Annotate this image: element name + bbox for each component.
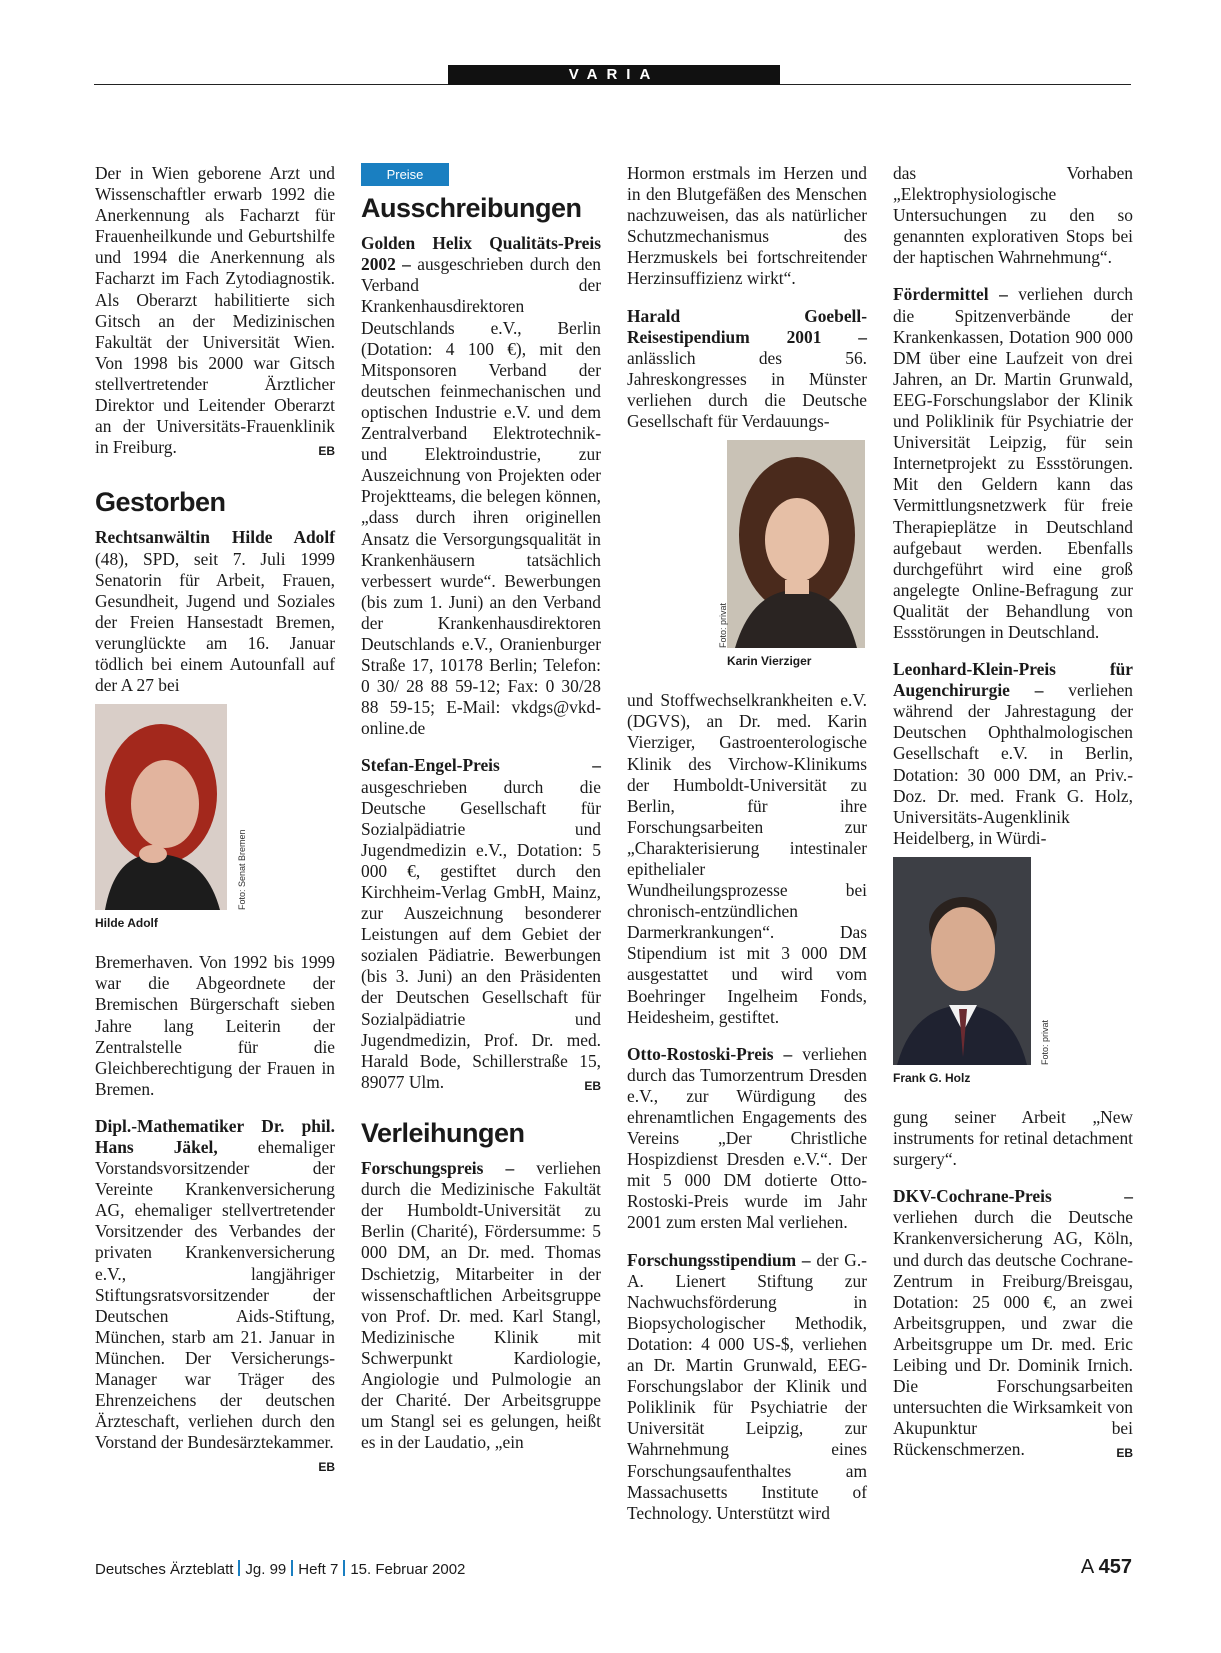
obituary-paragraph: Rechtsanwältin Hilde Adolf (48), SPD, seit 7. Juli 1999 Senatorin für Arbeit, Frauen, Gesundheit, Jugend und Soziales der Freien Hansestadt Bremen, verunglückte am 16. Januar tödlich bei einem Autounfall auf der A 27 bei xyxy=(95,527,335,696)
award-paragraph: Golden Helix Qualitäts-Preis 2002 – ausgeschrieben durch den Verband der Krankenhausdirektoren Deutschlands e.V., Berlin (Dotation: 4 100 €), mit den Mitsponsoren Verband der deutschen feinmechanischen und optischen Industrie e.V. und dem Zentralverband Elektrotechnik- und Elektroindustrie, zur Auszeichnung von Projekten oder Projektteams, die belegen können, „dass durch ihren originellen Ansatz die Versorgungsqualität in Krankenhäusern tatsächlich verbessert wurde“. Bewerbungen (bis zum 1. Juni) an den Verband der Krankenhausdirektoren Deutschlands e.V., Oranienburger Straße 17, 10178 Berlin; Telefon: 0 30/ 28 88 59-12; Fax: 0 30/28 88 59-15; E-Mail: vkdgs@vkd-online.de xyxy=(361,233,601,739)
award-paragraph: Harald Goebell-Reisestipendium 2001 – anlässlich des 56. Jahreskongresses in Münster verliehen durch die Deutsche Gesellschaft für Verdauungs- xyxy=(627,305,867,432)
column-2 xyxy=(361,163,601,1469)
heading-gestorben: Gestorben xyxy=(95,487,226,518)
obituary-paragraph: Dipl.-Mathematiker Dr. phil. Hans Jäkel, ehemaliger Vorstandsvorsitzender der Vereinte Krankenversicherung AG, ehemaliger stellvertretender Vorsitzender des Verbandes der privaten Krankenversicherung e.V., langjähriger Stiftungsratsvorsitzender der Deutschen Aids-Stiftung, München, starb am 21. Januar in München. Der Versicherungs-Manager war Träger des Ehrenzeichens der deutschen Ärzteschaft, verliehen durch den Vorstand der Bundesärztekammer. EB xyxy=(95,1116,335,1454)
award-paragraph: Leonhard-Klein-Preis für Augenchirurgie – verliehen während der Jahrestagung der Deutschen Ophthalmologischen Gesellschaft e.V. in Berlin, Dotation: 30 000 DM, an Priv.-Doz. Dr. med. Frank G. Holz, Universitäts-Augenklinik Heidelberg, in Würdi- xyxy=(893,659,1133,848)
portrait-photo xyxy=(893,857,1031,1065)
award-paragraph: Otto-Rostoski-Preis – verliehen durch das Tumorzentrum Dresden e.V., zur Würdigung des ehrenamtlichen Engagements des Vereins „Der Christliche Hospizdienst Dresden e.V.“. Der mit 5 000 DM dotierte Otto-Rostoski-Preis wurde im Jahr 2001 zum ersten Mal verliehen. xyxy=(627,1043,867,1233)
award-paragraph: und Stoffwechselkrankheiten e.V. (DGVS), an Dr. med. Karin Vierziger, Gastroenterologische Klinik des Virchow-Klinikums der Humboldt-Universität zu Berlin, für ihre Forschungsarbeiten zur „Charakterisierung intestinaler epithelialer Wundheilungsprozesse bei chronisch-entzündlichen Darmerkrankungen“. Das Stipendium ist mit 3 000 DM ausgestattet und wird vom Boehringer Ingelheim Fonds, Heidesheim, gestiftet. xyxy=(627,690,867,1027)
photo-credit: Foto: Senat Bremen xyxy=(237,829,247,911)
photo-caption: Hilde Adolf xyxy=(95,916,158,931)
section-label: VARIA xyxy=(448,65,780,85)
award-paragraph: das Vorhaben „Elektrophysiologische Untersuchungen zu den so genannten explorativen Stops bei der haptischen Wahrnehmung“. xyxy=(893,163,1133,268)
photo-credit: Foto: privat xyxy=(1040,1019,1050,1065)
author-signature: EB xyxy=(584,1078,601,1093)
category-tag: Preise xyxy=(361,163,449,186)
author-signature: EB xyxy=(318,444,335,459)
footer-divider xyxy=(343,1560,345,1576)
journal-name: Deutsches Ärzteblatt xyxy=(95,1561,234,1578)
author-signature: EB xyxy=(318,1460,335,1475)
heading-verleihungen: Verleihungen xyxy=(361,1117,525,1148)
award-paragraph: Fördermittel – verliehen durch die Spitzenverbände der Krankenkassen, Dotation 900 000 DM über eine Laufzeit von drei Jahren, an Dr. Martin Grunwald, EEG-Forschungslabor der Klinik und Poliklinik für Psychiatrie der Universität Leipzig, für sein Internetprojekt zu Essstörungen. Mit den Geldern kann das Vermittlungsnetzwerk für freie Therapieplätze in Deutschland aufgebaut werden. Ebenfalls durchgeführt wird eine groß angelegte Online-Befragung zur Qualität der Behandlung von Essstörungen in Deutschland. xyxy=(893,284,1133,642)
journal-date: 15. Februar 2002 xyxy=(350,1561,466,1578)
page-number-value: 457 xyxy=(1098,1556,1132,1578)
portrait-photo xyxy=(95,704,227,910)
award-paragraph: Hormon erstmals im Herzen und in den Blutgefäßen des Menschen nachzuweisen, das als natürlicher Schutzmechanismus des Herzmuskels bei fortschreitender Herzinsuffizienz wirkt“. xyxy=(627,163,867,289)
portrait-photo xyxy=(727,440,865,648)
page-prefix: A xyxy=(1080,1556,1094,1578)
photo-caption: Frank G. Holz xyxy=(893,1070,971,1085)
photo-caption: Karin Vierziger xyxy=(727,654,812,669)
portrait-hilde-adolf xyxy=(95,704,335,934)
page-footer xyxy=(95,1556,1132,1586)
footer-divider xyxy=(291,1560,293,1576)
column-1 xyxy=(95,163,335,1479)
page-number xyxy=(1081,1556,1132,1579)
article-paragraph: Der in Wien geborene Arzt und Wissenschaftler erwarb 1992 die Anerkennung als Facharzt für Frauenheilkunde und Geburtshilfe und 1994 die Anerkennung als Facharzt im Fach Zytodiagnostik. Als Oberarzt habilitierte sich Gitsch an der Medizinischen Fakultät der Universität Wien. Von 1998 bis 2000 war Gitsch stellvertretender Ärztlicher Direktor und Leitender Oberarzt an der Universitäts-Frauenklinik in Freiburg. EB xyxy=(95,163,335,458)
award-paragraph: Forschungsstipendium – der G.-A. Lienert Stiftung zur Nachwuchsförderung in Biopsychologischer Methodik, Dotation: 4 000 US-$, verliehen an Dr. Martin Grunwald, EEG-Forschungslabor der Klinik und Poliklinik für Psychiatrie der Universität Leipzig, zur Wahrnehmung eines Forschungsaufenthaltes am Massachusetts Institute of Technology. Unterstützt wird xyxy=(627,1249,867,1523)
portrait-karin-vierziger xyxy=(718,440,867,672)
column-3 xyxy=(627,163,867,1540)
photo-credit: Foto: privat xyxy=(718,603,728,649)
journal-volume: Jg. 99 xyxy=(245,1561,287,1578)
column-4 xyxy=(893,163,1133,1477)
portrait-illustration xyxy=(95,704,227,910)
footer-divider xyxy=(238,1560,240,1576)
portrait-frank-holz xyxy=(893,857,1133,1089)
portrait-illustration xyxy=(893,857,1031,1065)
obituary-paragraph: Bremerhaven. Von 1992 bis 1999 war die Abgeordnete der Bremischen Bürgerschaft sieben Jahre lang Leiterin der Zentralstelle für die Gleichberechtigung der Frauen in Bremen. xyxy=(95,952,335,1099)
publication-info xyxy=(95,1560,1132,1578)
journal-issue: Heft 7 xyxy=(298,1561,339,1578)
award-paragraph: DKV-Cochrane-Preis – verliehen durch die Deutsche Krankenversicherung AG, Köln, und durch das deutsche Cochrane-Zentrum in Freiburg/Breisgau, Dotation: 25 000 €, an zwei Arbeitsgruppen, und zwar die Arbeitsgruppe um Dr. med. Eric Leibing und Dr. Dominik Irnich. Die Forschungsarbeiten untersuchten die Wirksamkeit von Akupunktur bei Rückenschmerzen. EB xyxy=(893,1186,1133,1460)
award-paragraph: Forschungspreis – verliehen durch die Medizinische Fakultät der Humboldt-Universität zu Berlin (Charité), Fördersumme: 5 000 DM, an Dr. med. Thomas Dschietzig, Mitarbeiter in der wissenschaftlichen Arbeitsgruppe von Prof. Dr. med. Karl Stangl, Medizinische Klinik mit Schwerpunkt Kardiologie, Angiologie und Pulmologie an der Charité. Der Arbeitsgruppe um Stangl sei es gelungen, heißt es in der Laudatio, „ein xyxy=(361,1158,601,1453)
portrait-illustration xyxy=(727,440,865,648)
heading-ausschreibungen: Ausschreibungen xyxy=(361,193,582,224)
award-paragraph: Stefan-Engel-Preis – ausgeschrieben durch die Deutsche Gesellschaft für Sozialpädiatrie und Jugendmedizin e.V., Dotation: 5 000 €, gestiftet durch den Kirchheim-Verlag GmbH, Mainz, zur Auszeichnung besonderer Leistungen auf dem Gebiet der sozialen Pädiatrie. Bewerbungen (bis 3. Juni) an den Präsidenten der Deutschen Gesellschaft für Sozialpädiatrie und Jugendmedizin, Prof. Dr. med. Harald Bode, Schillerstraße 15, 89077 Ulm. EB xyxy=(361,755,601,1093)
author-signature: EB xyxy=(1116,1446,1133,1461)
award-paragraph: gung seiner Arbeit „New instruments for retinal detachment surgery“. xyxy=(893,1107,1133,1170)
